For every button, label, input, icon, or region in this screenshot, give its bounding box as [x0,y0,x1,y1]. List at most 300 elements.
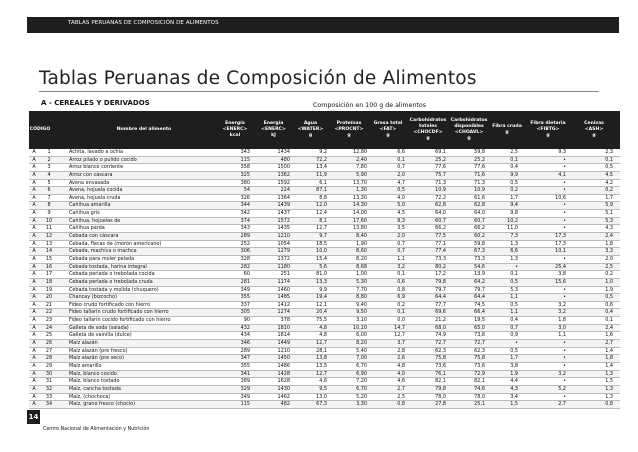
row-fat: 4,6 [397,378,405,385]
row-ash: 2,3 [605,149,613,155]
table-row [29,309,620,317]
row-dietary-fiber: 25,4 [555,263,566,270]
table-row [29,355,620,363]
row-energy-kj: 1174 [277,278,290,285]
row-ash: 0,5 [605,294,613,301]
row-energy-kcal: 289 [240,233,250,240]
row-food-name: Maíz alazán (pre seco) [69,355,124,362]
table-row [29,302,620,310]
food-table-body [29,149,620,409]
row-food-name: Fideo crudo fortificado con hierro [69,301,150,308]
row-ash: 5,1 [605,210,613,217]
row-water: 72,2 [316,156,327,163]
row-ash: 3,3 [605,248,613,255]
row-carbs-available: 75,8 [474,355,485,362]
table-row [29,271,620,279]
row-crude-fiber: 9,8 [510,210,518,217]
row-carbs-total: 79,8 [435,385,446,392]
row-carbs-available: 64,2 [474,278,485,285]
row-water: 4,6 [319,378,327,385]
row-water: 12,4 [316,210,327,217]
row-group: A [32,317,36,324]
table-row [29,340,620,348]
row-ash: 4,2 [605,179,613,186]
row-water: 13,0 [316,393,327,400]
row-food-name: Cebada perlada o trebolada cruda [69,278,153,285]
row-crude-fiber: 11,0 [507,225,518,232]
row-group: A [32,286,36,293]
row-carbs-available: 60,7 [474,217,485,224]
row-code: 13 [45,240,53,247]
row-group: A [32,278,36,285]
row-ash: 5,9 [605,202,613,209]
column-header-code: CÓDIGO [29,126,51,132]
column-header-fat: Grasa total <FAT> g [373,120,403,139]
row-energy-kj: 1439 [277,202,290,209]
row-crude-fiber: 10,2 [507,217,518,224]
row-group: A [32,233,36,240]
row-ash: 2,4 [605,324,613,331]
table-header [29,111,620,149]
page-title: Tablas Peruanas de Composición de Alimentos [39,68,477,89]
row-carbs-total: 76,1 [435,370,446,377]
row-energy-kj: 1180 [277,263,290,270]
footer-credit: Centro Nacional de Alimentación y Nutrición [43,427,150,432]
row-crude-fiber: • [515,340,518,347]
row-fat: 8,3 [397,217,405,224]
row-water: 9,2 [319,149,327,155]
row-food-name: Maíz, grano fresco (choclo) [69,401,136,408]
row-water: 12,7 [316,225,327,232]
row-crude-fiber: 4,4 [510,378,518,385]
row-crude-fiber: 7,3 [510,233,518,240]
row-group: A [32,301,36,308]
row-carbs-total: 66,2 [435,225,446,232]
row-ash: 1,3 [605,393,613,400]
row-energy-kj: 1462 [277,393,290,400]
row-energy-kcal: 346 [240,340,250,347]
row-group: A [32,309,36,316]
row-food-name: Cañihua gris [69,210,100,217]
row-food-name: Cebada para moler pelada [69,255,135,262]
table-row [29,149,620,157]
row-food-name: Cebada, machica o machca [69,248,137,255]
row-water: 12,0 [316,202,327,209]
row-food-name: Avena, hojuela cocida [69,187,123,194]
row-water: 10,0 [316,248,327,255]
row-food-name: Avena, hojuela cruda [69,194,121,201]
row-energy-kcal: 60 [243,271,250,278]
row-energy-kj: 1628 [277,378,290,385]
row-carbs-total: 21,2 [435,317,446,324]
column-header-energy-kcal: Energía <ENERC> kcal [222,120,248,139]
row-energy-kcal: 380 [240,179,250,186]
row-group: A [32,194,36,201]
row-carbs-available: 62,8 [474,202,485,209]
table-row [29,294,620,302]
row-carbs-total: 62,8 [435,202,446,209]
row-fat: 0,7 [397,164,405,171]
row-code: 7 [47,194,51,201]
row-dietary-fiber: 2,7 [558,401,566,408]
row-carbs-total: 25,2 [435,156,446,163]
row-dietary-fiber: 5,2 [558,385,566,392]
row-fat: 6,9 [397,294,405,301]
row-fat: 2,8 [397,347,405,354]
row-food-name: Maíz amarillo [69,362,102,369]
row-carbs-available: 13,9 [474,271,485,278]
row-dietary-fiber: 3,8 [558,271,566,278]
row-group: A [32,294,36,301]
row-protein: 1,30 [356,187,367,194]
row-dietary-fiber: • [563,362,566,369]
row-water: 87,1 [316,187,327,194]
column-header-ash: Cenizas <ASH> g [584,120,604,139]
row-ash: 0,1 [605,317,613,324]
table-row [29,218,620,226]
row-code: 17 [45,271,53,278]
row-water: 6,1 [319,179,327,186]
row-protein: 8,40 [356,233,367,240]
table-row [29,210,620,218]
row-energy-kcal: 326 [240,194,250,201]
row-fat: 5,0 [397,202,405,209]
row-dietary-fiber: • [563,340,566,347]
row-carbs-available: 71,3 [474,179,485,186]
row-energy-kcal: 432 [240,324,250,331]
row-fat: 2,7 [397,385,405,392]
row-energy-kj: 1430 [277,385,290,392]
row-water: 15,4 [316,255,327,262]
row-fat: 4,7 [397,179,405,186]
row-fat: 0,1 [397,271,405,278]
row-energy-kj: 1814 [277,332,290,339]
row-water: 8,1 [319,217,327,224]
row-energy-kcal: 306 [240,248,250,255]
row-carbs-available: 61,6 [474,194,485,201]
row-ash: 1,9 [605,286,613,293]
row-carbs-total: 62,3 [435,347,446,354]
row-code: 3 [47,164,51,171]
row-dietary-fiber: • [563,179,566,186]
table-row [29,187,620,195]
row-energy-kcal: 349 [240,393,250,400]
row-carbs-available: 64,4 [474,294,485,301]
row-protein: 8,20 [356,255,367,262]
row-code: 4 [47,171,51,178]
row-crude-fiber: 0,2 [510,187,518,194]
row-dietary-fiber: 3,2 [558,301,566,308]
row-fat: 1,1 [397,255,405,262]
row-food-name: Maíz alazán [69,340,98,347]
row-group: A [32,385,36,392]
row-carbs-available: 74,5 [474,301,485,308]
row-carbs-available: 65,0 [474,324,485,331]
row-group: A [32,347,36,354]
row-carbs-total: 75,7 [435,171,446,178]
row-group: A [32,324,36,331]
row-carbs-total: 69,1 [435,149,446,155]
row-dietary-fiber: • [563,355,566,362]
row-carbs-total: 79,8 [435,278,446,285]
row-carbs-total: 77,6 [435,164,446,171]
row-fat: 0,8 [397,286,405,293]
row-carbs-available: 77,6 [474,164,485,171]
row-group: A [32,164,36,171]
row-energy-kj: 1428 [277,370,290,377]
row-energy-kj: 1434 [277,149,290,155]
column-header-protein: Proteínas <PROCNT> g [334,120,364,139]
row-dietary-fiber: 3,0 [558,324,566,331]
row-carbs-available: 64,0 [474,210,485,217]
row-dietary-fiber: • [563,347,566,354]
row-fat: 0,1 [397,309,405,316]
row-code: 21 [45,301,53,308]
row-carbs-total: 72,2 [435,194,446,201]
table-row [29,172,620,180]
row-energy-kj: 1279 [277,248,290,255]
row-carbs-total: 80,2 [435,263,446,270]
row-ash: 1,0 [605,278,613,285]
row-energy-kj: 1500 [277,164,290,171]
row-food-name: Arroz blanco corriente [69,164,124,171]
row-dietary-fiber: • [563,378,566,385]
row-ash: 2,4 [605,233,613,240]
row-carbs-available: 78,0 [474,393,485,400]
column-header-carbs-available: Carbohidratos disponibles <CHOAVL> g [450,117,488,142]
row-water: 12,1 [316,301,327,308]
row-code: 32 [45,385,53,392]
row-crude-fiber: 0,9 [510,332,518,339]
row-code: 31 [45,378,53,385]
table-row [29,233,620,241]
row-food-name: Cebada tostada y molida (chuquero) [69,286,159,293]
row-group: A [32,202,36,209]
row-food-name: Maíz, blanco tostado [69,378,120,385]
row-fat: 0,7 [397,248,405,255]
row-protein: 9,50 [356,309,367,316]
row-protein: 8,68 [356,263,367,270]
row-crude-fiber: 0,1 [510,156,518,163]
row-group: A [32,340,36,347]
row-fat: 14,7 [394,324,405,331]
row-carbs-available: 74,6 [474,385,485,392]
row-energy-kcal: 325 [240,171,250,178]
row-group: A [32,149,36,155]
row-energy-kj: 1437 [277,210,290,217]
row-protein: 14,30 [352,202,367,209]
row-energy-kj: 378 [280,317,290,324]
row-group: A [32,255,36,262]
row-ash: 0,8 [605,401,613,408]
row-fat: 0,5 [397,187,405,194]
row-code: 33 [45,393,53,400]
row-protein: 5,20 [356,393,367,400]
row-code: 18 [45,278,53,285]
row-dietary-fiber: • [563,202,566,209]
row-dietary-fiber: • [563,187,566,194]
table-row [29,378,620,386]
row-water: 67,3 [316,401,327,408]
row-group: A [32,187,36,194]
row-carbs-available: 62,3 [474,347,485,354]
row-code: 2 [47,156,51,163]
row-energy-kcal: 358 [240,164,250,171]
row-energy-kcal: 337 [240,301,250,308]
row-ash: 2,0 [605,255,613,262]
row-energy-kj: 1572 [277,217,290,224]
row-carbs-available: 10,9 [474,187,485,194]
row-ash: 1,6 [605,332,613,339]
row-protein: 5,30 [356,278,367,285]
row-protein: 7,70 [356,286,367,293]
row-code: 16 [45,263,53,270]
row-carbs-available: 73,6 [474,362,485,369]
row-protein: 8,80 [356,294,367,301]
row-carbs-available: 67,3 [474,248,485,255]
row-protein: 7,80 [356,164,367,171]
row-food-name: Fideo tallarín crudo fortificado con hierro [69,309,169,316]
row-group: A [32,263,36,270]
row-dietary-fiber: 9,3 [558,149,566,155]
row-crude-fiber: 0,4 [510,164,518,171]
row-crude-fiber: 1,7 [510,194,518,201]
row-fat: 2,6 [397,355,405,362]
row-code: 10 [45,217,53,224]
table-row [29,225,620,233]
row-water: 12,7 [316,370,327,377]
row-code: 14 [45,248,53,255]
row-ash: 1,8 [605,355,613,362]
row-water: 13,3 [316,278,327,285]
row-energy-kj: 1364 [277,194,290,201]
row-food-name: Cebada, flecas de (morón americano) [69,240,162,247]
row-carbs-available: 54,6 [474,263,485,270]
row-ash: 1,8 [605,240,613,247]
row-energy-kcal: 355 [240,294,250,301]
row-group: A [32,362,36,369]
row-ash: 0,1 [605,156,613,163]
row-code: 28 [45,355,53,362]
row-group: A [32,210,36,217]
row-ash: 0,2 [605,187,613,194]
row-water: 5,6 [319,263,327,270]
row-protein: 6,70 [356,362,367,369]
row-energy-kj: 251 [280,271,290,278]
row-crude-fiber: 2,5 [510,149,518,155]
row-dietary-fiber: 10,1 [555,248,566,255]
row-code: 30 [45,370,53,377]
row-protein: 6,90 [356,370,367,377]
table-row [29,386,620,394]
row-water: 4,8 [319,324,327,331]
row-crude-fiber: 0,5 [510,347,518,354]
row-code: 11 [45,225,53,232]
row-fat: 12,7 [394,332,405,339]
row-dietary-fiber: • [563,294,566,301]
row-carbs-total: 68,0 [435,324,446,331]
row-dietary-fiber: • [563,393,566,400]
row-protein: 8,20 [356,340,367,347]
column-header-carbs-total: Carbohidratos totales <CHOCDF> g [409,117,447,142]
row-water: 13,8 [316,355,327,362]
row-carbs-available: 72,9 [474,370,485,377]
row-energy-kcal: 374 [240,217,250,224]
row-food-name: Galleta de soda (salada) [69,324,129,331]
row-dietary-fiber: • [563,156,566,163]
row-code: 27 [45,347,53,354]
row-fat: 6,6 [397,149,405,155]
table-row [29,180,620,188]
row-fat: 4,0 [397,370,405,377]
row-group: A [32,217,36,224]
row-dietary-fiber: • [563,217,566,224]
row-energy-kcal: 115 [240,156,250,163]
row-food-name: Arroz con cáscara [69,171,113,178]
row-carbs-available: 59,8 [474,240,485,247]
row-group: A [32,156,36,163]
row-crude-fiber: 0,5 [510,301,518,308]
row-dietary-fiber: 15,6 [555,278,566,285]
row-protein: 6,00 [356,332,367,339]
row-food-name: Arroz pilado o pulido cocido [69,156,137,163]
row-water: 12,7 [316,340,327,347]
row-dietary-fiber: 4,1 [558,171,566,178]
table-row [29,202,620,210]
row-water: 19,4 [316,294,327,301]
row-protein: 7,20 [356,378,367,385]
row-ash: 2,5 [605,263,613,270]
row-energy-kcal: 328 [240,255,250,262]
row-ash: 2,7 [605,340,613,347]
row-crude-fiber: 9,9 [510,171,518,178]
row-carbs-total: 73,3 [435,255,446,262]
row-crude-fiber: • [515,263,518,270]
row-carbs-available: 73,3 [474,255,485,262]
row-carbs-total: 77,7 [435,301,446,308]
table-row [29,241,620,249]
row-fat: 0,6 [397,278,405,285]
page-number: 14 [27,410,40,424]
row-energy-kcal: 349 [240,286,250,293]
row-energy-kj: 1435 [277,225,290,232]
row-energy-kcal: 344 [240,202,250,209]
row-group: A [32,393,36,400]
row-food-name: Avena envasada [69,179,110,186]
row-code: 8 [47,202,51,209]
row-carbs-available: 59,8 [474,149,485,155]
row-code: 34 [45,401,53,408]
row-carbs-available: 19,5 [474,317,485,324]
row-carbs-total: 72,7 [435,340,446,347]
row-food-name: Cañihua parda [69,225,105,232]
row-protein: 10,10 [352,324,367,331]
row-water: 9,7 [319,233,327,240]
row-energy-kj: 1054 [277,240,290,247]
row-energy-kcal: 434 [240,332,250,339]
row-carbs-total: 64,0 [435,210,446,217]
column-header-water: Agua <WATER> g [297,120,324,139]
row-carbs-total: 82,1 [435,378,446,385]
row-carbs-total: 71,3 [435,179,446,186]
row-protein: 9,40 [356,301,367,308]
row-code: 25 [45,332,53,339]
section-title: A - CEREALES Y DERIVADOS [41,99,150,107]
row-fat: 3,5 [397,225,405,232]
row-dietary-fiber: 17,3 [555,233,566,240]
table-row [29,348,620,356]
row-food-name: Achita, lavado a ochía [69,149,124,155]
